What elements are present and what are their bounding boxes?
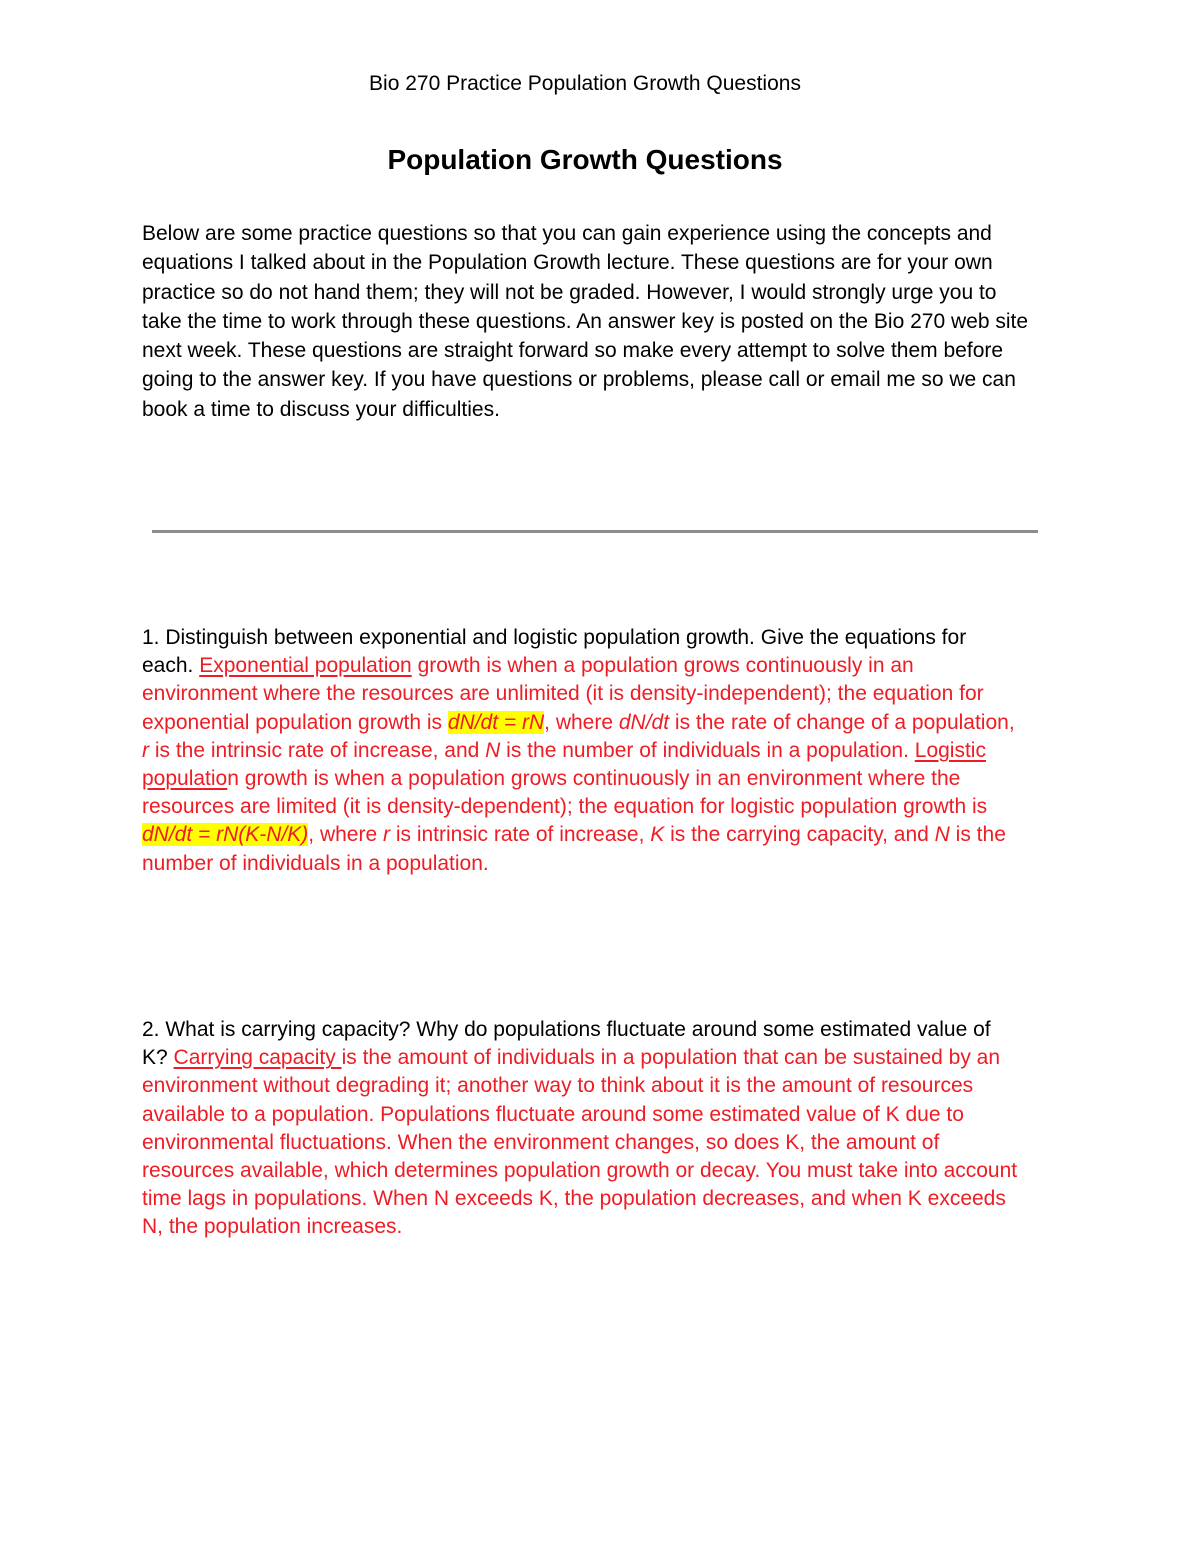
question-1-paragraph	[142, 624, 1022, 878]
answer-1-text: is the number of individuals in a population.	[500, 738, 915, 762]
question-1-text: 1. Distinguish between exponential and logistic population growth. Give the equations for each.	[142, 626, 967, 678]
term-exponential-population: Exponential population	[199, 654, 412, 678]
running-header: Bio 270 Practice Population Growth Questions	[369, 72, 801, 95]
answer-1-text: is intrinsic rate of increase,	[389, 823, 651, 847]
page-title: Population Growth Questions	[387, 144, 783, 175]
question-1-answer	[142, 654, 1015, 874]
variable-r: r	[382, 823, 390, 847]
answer-1-text: is the intrinsic rate of increase, and	[149, 738, 486, 762]
exponential-equation: dN/dt = rN	[447, 710, 545, 734]
answer-1-text: is the number of individuals in a population.	[142, 823, 1006, 875]
question-2-text: 2. What is carrying capacity? Why do populations fluctuate around some estimated value of K?	[142, 1018, 991, 1070]
answer-1-text: , where	[308, 823, 383, 847]
term-carrying-capacity: Carrying capacity	[173, 1046, 342, 1070]
variable-k: K	[650, 823, 665, 847]
answer-1-text: n growth is when a population grows continuously in an environment where the resources are limited (it is density-dependent); the equation for logistic population growth is	[142, 767, 988, 819]
answer-1-text: , where	[544, 710, 619, 734]
variable-r: r	[142, 738, 149, 762]
variable-n: N	[485, 738, 501, 762]
horizontal-divider	[152, 530, 1038, 533]
answer-2-text: is the amount of individuals in a population that can be sustained by an environment without degrading it; another way to think about it is the amount of resources available to a population. Populations fluctuate around some estimated value of K due to environmental fluctuations. When the environment changes, so does K, the amount of resources available, which determines population growth or decay. You must take into account time lags in populations. When N exceeds K, the population decreases, and when K exceeds N, the population increases.	[142, 1046, 1018, 1239]
question-1	[142, 624, 1022, 878]
answer-1-text: is the carrying capacity, and	[664, 823, 935, 847]
question-2	[142, 1016, 1022, 1242]
variable-n: N	[934, 823, 950, 847]
intro-text: Below are some practice questions so that you can gain experience using the concepts and equations I talked about in the Population Growth lecture. These questions are for your own practice so do not hand them; they will not be graded. However, I would strongly urge you to take the time to work through these questions. An answer key is posted on the Bio 270 web site next week. These questions are straight forward so make every attempt to solve them before going to the answer key. If you have questions or problems, please call or email me so we can book a time to discuss your difficulties.	[142, 222, 1029, 421]
intro-paragraph	[142, 219, 1042, 424]
term-logistic-population: Logistic populatio	[142, 738, 986, 791]
question-2-answer	[142, 1046, 1017, 1238]
answer-1-text: growth is when a population grows continuously in an environment where the resources are unlimited (it is density-independent); the equation for exponential population growth is	[142, 654, 984, 734]
answer-1-text: is the rate of change of a population,	[669, 710, 1015, 734]
logistic-equation: dN/dt = rN(K-N/K)	[142, 823, 309, 847]
question-2-paragraph	[142, 1016, 1022, 1242]
variable-dndt: dN/dt	[618, 710, 670, 734]
